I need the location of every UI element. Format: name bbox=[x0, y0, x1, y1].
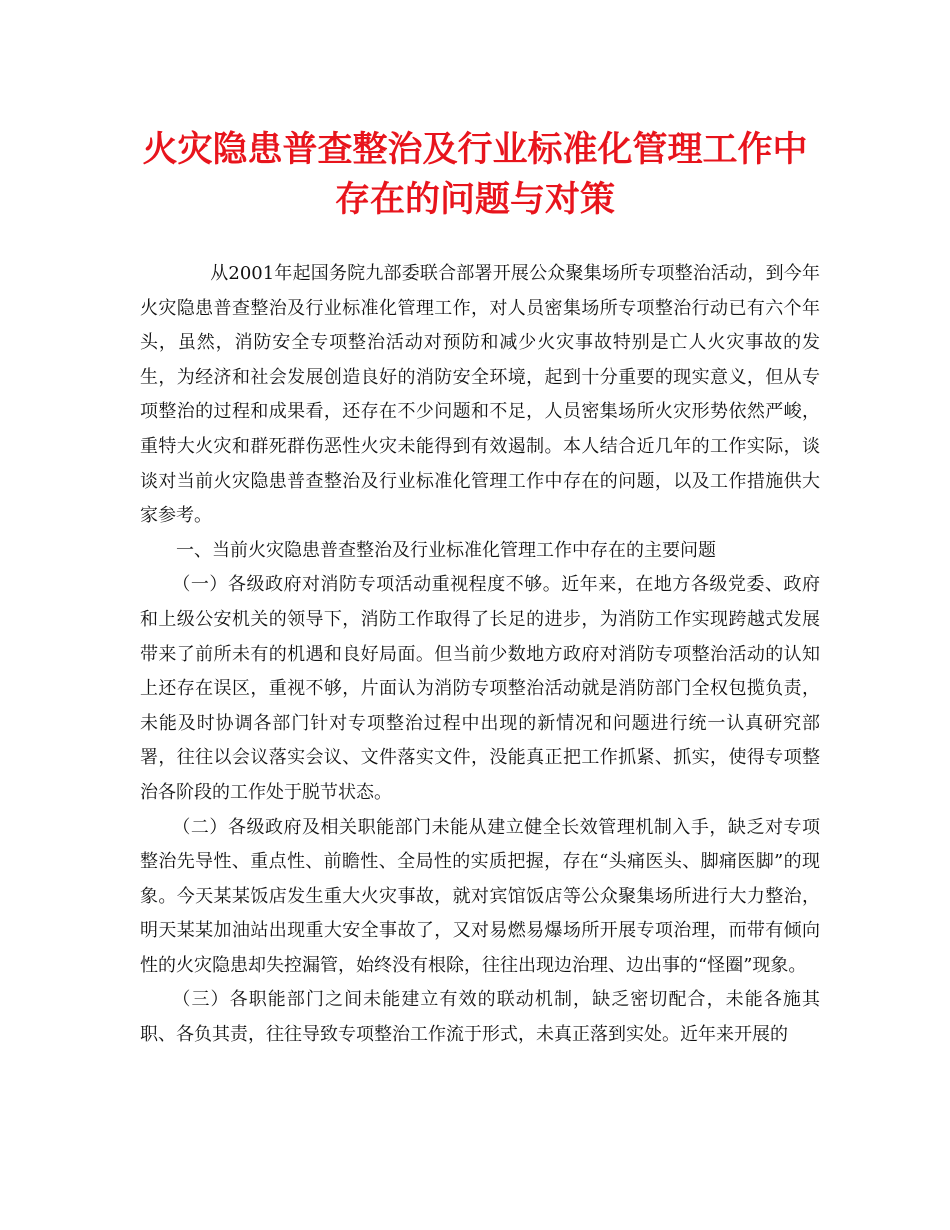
paragraph-issue-3: （三）各职能部门之间未能建立有效的联动机制，缺乏密切配合，未能各施其职、各负其责，往往导致专项整治工作流于形式，未真正落到实处。近年来开展的 bbox=[140, 989, 820, 1046]
document-title-line-2: 存在的问题与对策 bbox=[334, 179, 615, 220]
document-title-line-1: 火灾隐患普查整治及行业标准化管理工作中 bbox=[142, 129, 808, 170]
paragraph-issue-2: （二）各级政府及相关职能部门未能从建立健全长效管理机制入手，缺乏对专项整治先导性、重点性、前瞻性、全局性的实质把握，存在“头痛医头、脚痛医脚”的现象。今天某某饭店发生重大火灾事故，就对宾馆饭店等公众聚集场所进行大力整治，明天某某加油站出现重大安全事故了，又对易燃易爆场所开展专项治理，而带有倾向性的火灾隐患却失控漏管，始终没有根除，往往出现边治理、边出事的“怪圈”现象。 bbox=[140, 816, 820, 976]
document-body bbox=[140, 257, 820, 1053]
section-heading: 一、当前火灾隐患普查整治及行业标准化管理工作中存在的主要问题 bbox=[176, 539, 716, 561]
intro-paragraph: 从2001年起国务院九部委联合部署开展公众聚集场所专项整治活动，到今年火灾隐患普查整治及行业标准化管理工作，对人员密集场所专项整治行动已有六个年头，虽然，消防安全专项整治活动对预防和减少火灾事故特别是亡人火灾事故的发生，为经济和社会发展创造良好的消防安全环境，起到十分重要的现实意义，但从专项整治的过程和成果看，还存在不少问题和不足，人员密集场所火灾形势依然严峻，重特大火灾和群死群伤恶性火灾未能得到有效遏制。本人结合近几年的工作实际，谈谈对当前火灾隐患普查整治及行业标准化管理工作中存在的问题，以及工作措施供大家参考。 bbox=[140, 263, 820, 527]
paragraph-issue-1: （一）各级政府对消防专项活动重视程度不够。近年来，在地方各级党委、政府和上级公安机关的领导下，消防工作取得了长足的进步，为消防工作实现跨越式发展带来了前所未有的机遇和良好局面。但当前少数地方政府对消防专项整治活动的认知上还存在误区，重视不够，片面认为消防专项整治活动就是消防部门全权包揽负责，未能及时协调各部门针对专项整治过程中出现的新情况和问题进行统一认真研究部署，往往以会议落实会议、文件落实文件，没能真正把工作抓紧、抓实，使得专项整治各阶段的工作处于脱节状态。 bbox=[140, 574, 820, 803]
